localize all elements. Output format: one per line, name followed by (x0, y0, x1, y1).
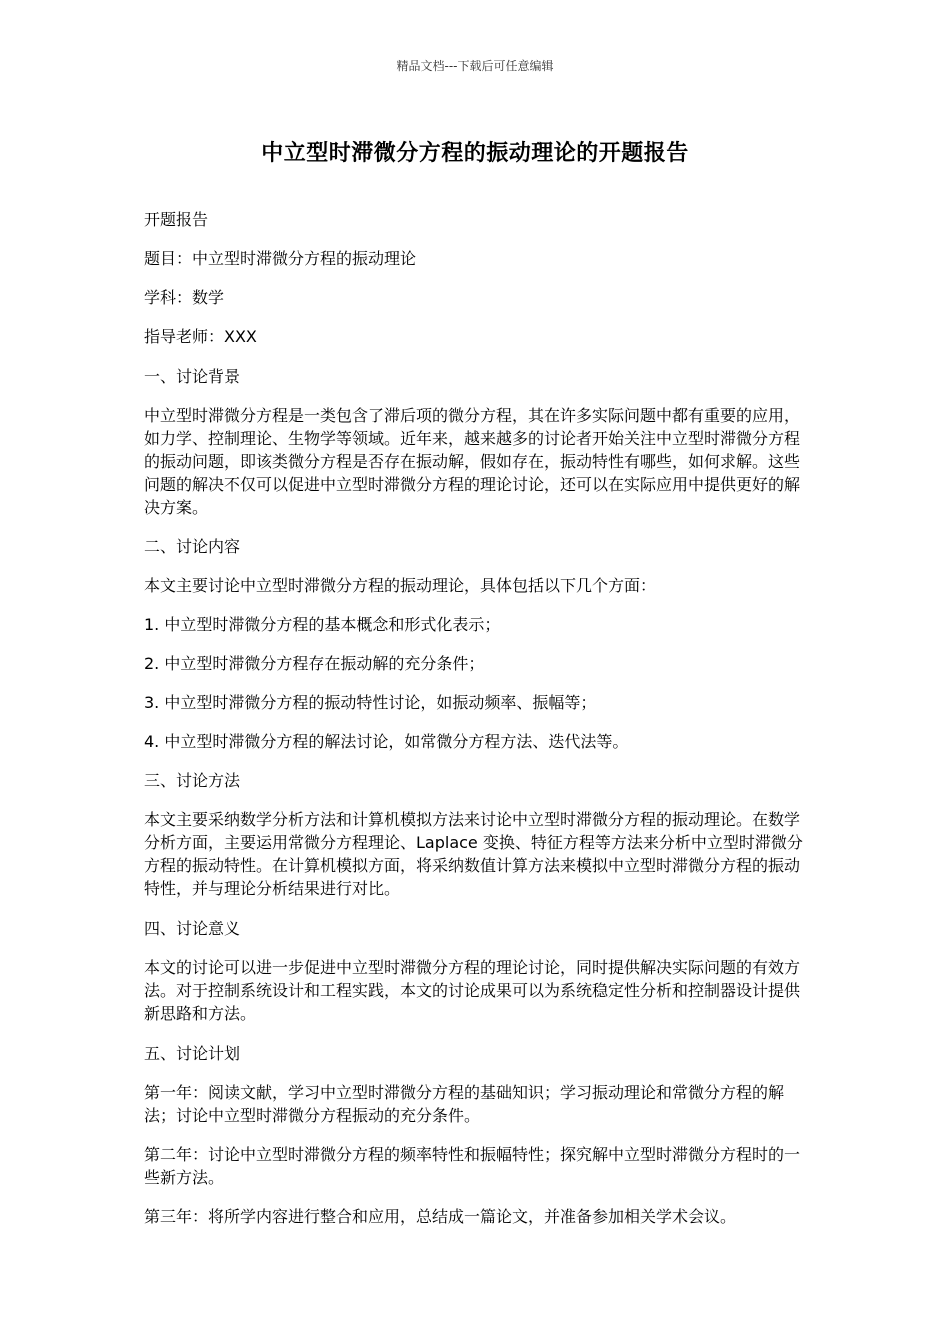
method-heading: 三、讨论方法 (144, 771, 241, 790)
advisor-line: 指导老师：XXX (144, 327, 257, 346)
background-heading: 一、讨论背景 (144, 367, 241, 386)
method-body: 本文主要采纳数学分析方法和计算机模拟方法来讨论中立型时滞微分方程的振动理论。在数学分析方面，主要运用常微分方程理论、Laplace 变换、特征方程等方法来分析中立型时滞微分方程的振动特性。在计算机模拟方面，将采纳数值计算方法来模拟中立型时滞微分方程的振动特性，并与理论分析结果进行对比。 (144, 810, 803, 898)
header-note: 精品文档---下载后可任意编辑 (396, 59, 554, 73)
plan-heading: 五、讨论计划 (144, 1044, 241, 1063)
content-heading: 二、讨论内容 (144, 537, 241, 556)
subject-line: 学科：数学 (144, 288, 225, 307)
report-label: 开题报告 (144, 210, 209, 229)
topic-line: 题目：中立型时滞微分方程的振动理论 (144, 249, 417, 268)
background-body: 中立型时滞微分方程是一类包含了滞后项的微分方程，其在许多实际问题中都有重要的应用，如力学、控制理论、生物学等领域。近年来，越来越多的讨论者开始关注中立型时滞微分方程的振动问题，即该类微分方程是否存在振动解，假如存在，振动特性有哪些，如何求解。这些问题的解决不仅可以促进中立型时滞微分方程的理论讨论，还可以在实际应用中提供更好的解决方案。 (144, 406, 801, 517)
plan-item-1: 第一年：阅读文献，学习中立型时滞微分方程的基础知识；学习振动理论和常微分方程的解法；讨论中立型时滞微分方程振动的充分条件。 (144, 1083, 785, 1125)
content-item-4: 4. 中立型时滞微分方程的解法讨论，如常微分方程方法、迭代法等。 (144, 732, 629, 751)
document-title: 中立型时滞微分方程的振动理论的开题报告 (261, 141, 689, 166)
content-item-3: 3. 中立型时滞微分方程的振动特性讨论，如振动频率、振幅等； (144, 693, 597, 712)
content-item-1: 1. 中立型时滞微分方程的基本概念和形式化表示； (144, 615, 501, 634)
significance-heading: 四、讨论意义 (144, 919, 241, 938)
plan-item-2: 第二年：讨论中立型时滞微分方程的频率特性和振幅特性；探究解中立型时滞微分方程时的一些新方法。 (144, 1145, 801, 1187)
plan-item-3: 第三年：将所学内容进行整合和应用，总结成一篇论文，并准备参加相关学术会议。 (144, 1207, 737, 1226)
content-intro: 本文主要讨论中立型时滞微分方程的振动理论，具体包括以下几个方面： (144, 576, 657, 595)
significance-body: 本文的讨论可以进一步促进中立型时滞微分方程的理论讨论，同时提供解决实际问题的有效方法。对于控制系统设计和工程实践，本文的讨论成果可以为系统稳定性分析和控制器设计提供新思路和方法。 (144, 958, 801, 1023)
content-item-2: 2. 中立型时滞微分方程存在振动解的充分条件； (144, 654, 485, 673)
